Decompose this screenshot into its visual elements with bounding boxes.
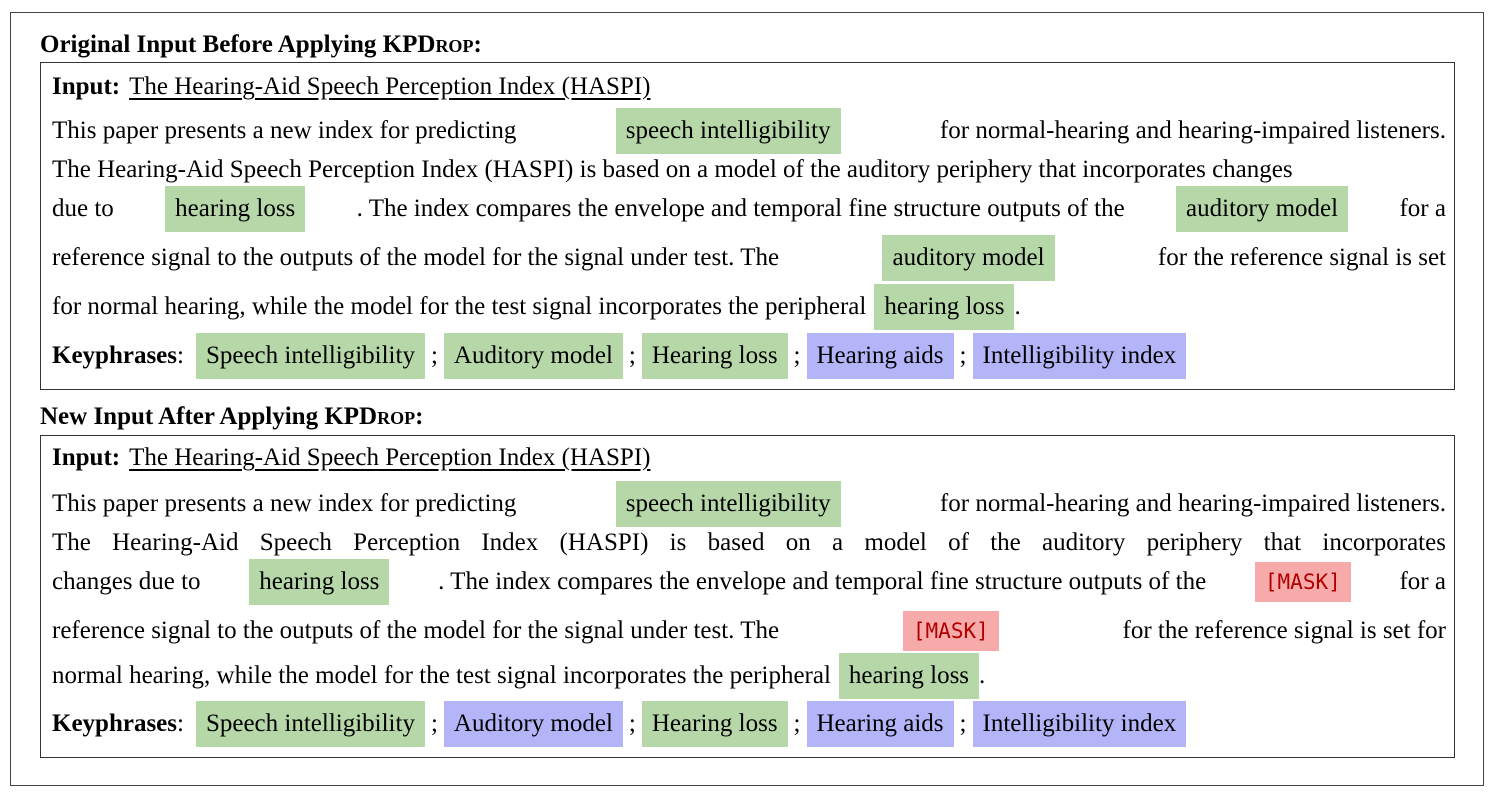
keyphrases-label: Keyphrases bbox=[52, 342, 177, 369]
keyphrase-chip-absent: Intelligibility index bbox=[973, 333, 1187, 379]
before-heading: Original Input Before Applying KPDrop: bbox=[40, 31, 482, 58]
before-box bbox=[40, 62, 1455, 390]
before-keyphrases-row: Keyphrases : Speech intelligibility ; Auditory model ; Hearing loss ; Hearing aids ; Intelligibility index bbox=[52, 333, 1446, 379]
keyphrase-present: hearing loss bbox=[165, 186, 305, 232]
after-box bbox=[40, 435, 1455, 758]
keyphrase-chip: Speech intelligibility bbox=[196, 333, 425, 379]
keyphrase-present: auditory model bbox=[882, 235, 1054, 281]
keyphrase-present: speech intelligibility bbox=[616, 481, 841, 527]
keyphrase-chip: Hearing loss bbox=[642, 333, 788, 379]
keyphrase-present: hearing loss bbox=[249, 559, 389, 605]
keyphrase-chip: Auditory model bbox=[444, 333, 623, 379]
keyphrase-present: hearing loss bbox=[874, 284, 1014, 330]
keyphrase-present: auditory model bbox=[1176, 186, 1348, 232]
keyphrase-chip: Hearing loss bbox=[642, 701, 788, 747]
paper-title: The Hearing-Aid Speech Perception Index (HASPI) bbox=[129, 73, 651, 100]
before-line-5: for normal hearing, while the model for the test signal incorporates the peripheral hearing loss . bbox=[52, 284, 1446, 330]
keyphrase-chip-absent: Hearing aids bbox=[807, 701, 954, 747]
after-line-1: This paper presents a new index for predicting speech intelligibility for normal-hearing and hearing-impaired listeners. bbox=[52, 481, 1446, 527]
keyphrase-chip-absent: Intelligibility index bbox=[973, 701, 1187, 747]
input-label: Input: bbox=[52, 73, 121, 100]
paper-title: The Hearing-Aid Speech Perception Index (HASPI) bbox=[129, 444, 651, 471]
before-line-1: This paper presents a new index for predicting speech intelligibility for normal-hearing and hearing-impaired listeners. bbox=[52, 108, 1446, 154]
after-title-row bbox=[52, 440, 1446, 476]
keyphrases-label: Keyphrases bbox=[52, 710, 177, 737]
before-line-2: The Hearing-Aid Speech Perception Index (HASPI) is based on a model of the auditory periphery that incorporates changes bbox=[52, 156, 1293, 183]
keyphrase-chip-absent: Auditory model bbox=[444, 701, 623, 747]
mask-token: [MASK] bbox=[1255, 562, 1351, 602]
mask-token: [MASK] bbox=[903, 611, 999, 651]
after-keyphrases-row: Keyphrases : Speech intelligibility ; Auditory model ; Hearing loss ; Hearing aids ; Intelligibility index bbox=[52, 701, 1446, 747]
after-line-3: changes due to hearing loss . The index compares the envelope and temporal fine structure outputs of the [MASK] for a bbox=[52, 559, 1446, 605]
after-heading: New Input After Applying KPDrop: bbox=[40, 403, 424, 430]
before-line-3: due to hearing loss . The index compares the envelope and temporal fine structure outputs of the auditory model for a bbox=[52, 186, 1446, 232]
keyphrase-chip-absent: Hearing aids bbox=[807, 333, 954, 379]
keyphrase-chip: Speech intelligibility bbox=[196, 701, 425, 747]
before-title-row bbox=[52, 69, 1446, 105]
before-line-4: reference signal to the outputs of the model for the signal under test. The auditory model for the reference signal is set bbox=[52, 235, 1446, 281]
input-label: Input: bbox=[52, 444, 121, 471]
after-line-2: The Hearing-Aid Speech Perception Index (HASPI) is based on a model of the auditory periphery that incorporates bbox=[52, 529, 1446, 556]
keyphrase-present: speech intelligibility bbox=[616, 108, 841, 154]
after-line-5: normal hearing, while the model for the test signal incorporates the peripheral hearing loss . bbox=[52, 653, 1446, 699]
after-line-4: reference signal to the outputs of the model for the signal under test. The [MASK] for the reference signal is set for bbox=[52, 608, 1446, 654]
keyphrase-present: hearing loss bbox=[839, 653, 979, 699]
